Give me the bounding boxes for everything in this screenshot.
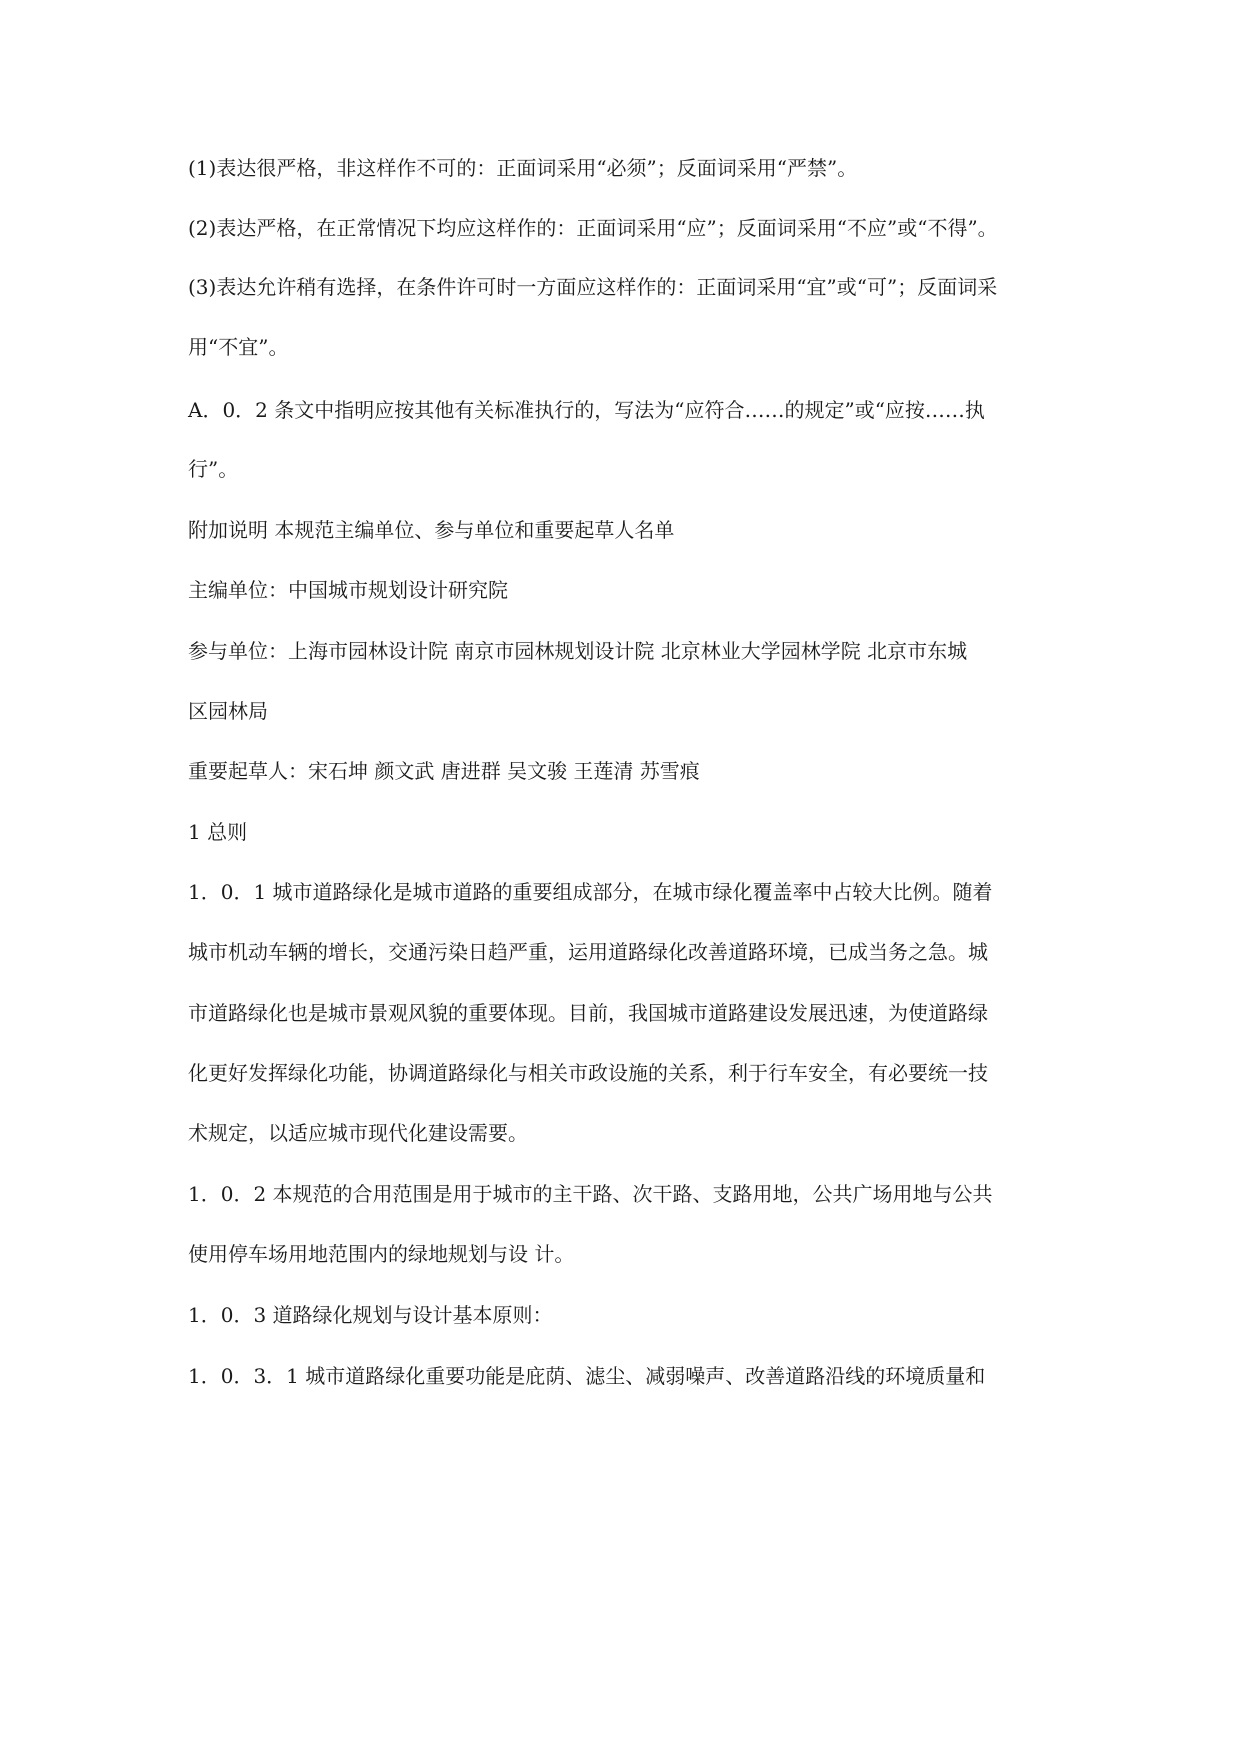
chapter-heading: 1 总则 — [188, 820, 248, 844]
text-line: 1．0．1 城市道路绿化是城市道路的重要组成部分，在城市绿化覆盖率中占较大比例。随着 — [188, 880, 993, 904]
text-line: 主编单位：中国城市规划设计研究院 — [188, 578, 508, 602]
text-line: 市道路绿化也是城市景观风貌的重要体现。目前，我国城市道路建设发展迅速，为使道路绿 — [188, 1001, 988, 1025]
text-line: 城市机动车辆的增长，交通污染日趋严重，运用道路绿化改善道路环境，已成当务之急。城 — [188, 940, 988, 964]
text-line: 化更好发挥绿化功能，协调道路绿化与相关市政设施的关系，利于行车安全，有必要统一技 — [188, 1061, 988, 1085]
text-line: (1)表达很严格，非这样作不可的：正面词采用“必须”；反面词采用“严禁”。 — [188, 156, 858, 180]
text-line: 1．0．3．1 城市道路绿化重要功能是庇荫、滤尘、减弱噪声、改善道路沿线的环境质量和 — [188, 1364, 986, 1388]
text-line: 参与单位：上海市园林设计院 南京市园林规划设计院 北京林业大学园林学院 北京市东城 — [188, 639, 968, 663]
text-line: 使用停车场用地范围内的绿地规划与设 计。 — [188, 1242, 575, 1266]
text-line: A．0．2 条文中指明应按其他有关标准执行的，写法为“应符合……的规定”或“应按……执 — [188, 398, 985, 422]
text-line: 重要起草人：宋石坤 颜文武 唐进群 吴文骏 王莲清 苏雪痕 — [188, 759, 700, 783]
text-line: (3)表达允许稍有选择，在条件许可时一方面应这样作的：正面词采用“宜”或“可”；反面词采 — [188, 275, 998, 299]
text-line: 区园林局 — [188, 699, 268, 723]
section-heading: 附加说明 本规范主编单位、参与单位和重要起草人名单 — [188, 518, 675, 542]
text-line: 1．0．3 道路绿化规划与设计基本原则： — [188, 1303, 553, 1327]
text-line: 术规定，以适应城市现代化建设需要。 — [188, 1121, 528, 1145]
text-line: 用“不宜”。 — [188, 335, 289, 359]
text-line: 行”。 — [188, 457, 239, 481]
text-line: 1．0．2 本规范的合用范围是用于城市的主干路、次干路、支路用地，公共广场用地与公共 — [188, 1182, 993, 1206]
text-line: (2)表达严格，在正常情况下均应这样作的：正面词采用“应”；反面词采用“不应”或“不得”。 — [188, 216, 998, 240]
